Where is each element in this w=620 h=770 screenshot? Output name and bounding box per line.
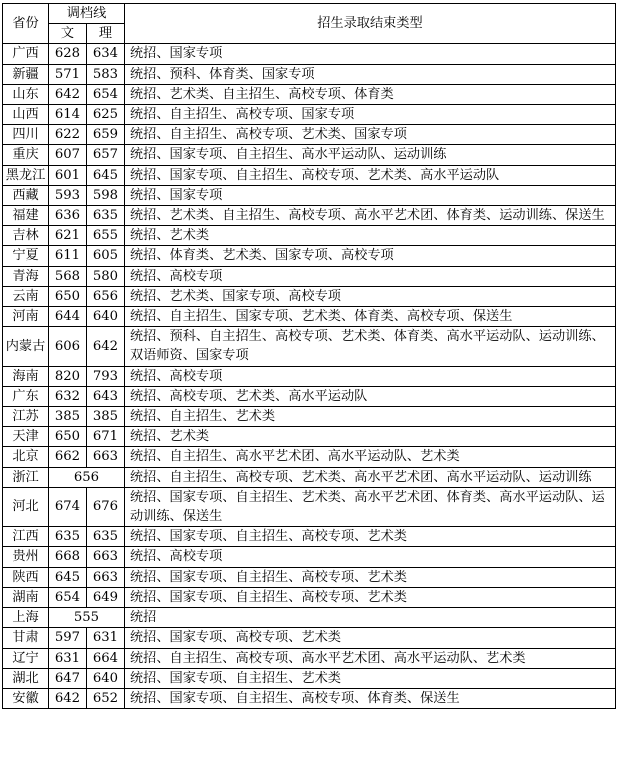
admission-types-cell: 统招、艺术类 — [125, 226, 616, 246]
li-cutoff-cell: 676 — [87, 487, 125, 526]
admission-types-cell: 统招、自主招生、国家专项、艺术类、体育类、高校专项、保送生 — [125, 307, 616, 327]
table-row — [3, 185, 616, 205]
li-cutoff-cell: 652 — [87, 688, 125, 708]
admission-types-cell: 统招、国家专项、自主招生、艺术类 — [125, 668, 616, 688]
province-cell: 天津 — [3, 427, 49, 447]
li-cutoff-cell: 649 — [87, 587, 125, 607]
province-cell: 海南 — [3, 366, 49, 386]
province-cell: 西藏 — [3, 185, 49, 205]
header-li: 理 — [87, 24, 125, 44]
province-cell: 云南 — [3, 286, 49, 306]
table-row — [3, 206, 616, 226]
wen-cutoff-cell: 631 — [49, 648, 87, 668]
admission-table — [2, 3, 616, 709]
admission-types-cell: 统招、预科、自主招生、高校专项、艺术类、体育类、高水平运动队、运动训练、双语师资、国家专项 — [125, 327, 616, 366]
li-cutoff-cell: 605 — [87, 246, 125, 266]
table-row — [3, 246, 616, 266]
wen-cutoff-cell: 645 — [49, 567, 87, 587]
table-row — [3, 366, 616, 386]
li-cutoff-cell: 659 — [87, 125, 125, 145]
li-cutoff-cell: 793 — [87, 366, 125, 386]
wen-cutoff-cell: 593 — [49, 185, 87, 205]
table-row — [3, 407, 616, 427]
table-row — [3, 165, 616, 185]
province-cell: 新疆 — [3, 64, 49, 84]
table-body — [3, 44, 616, 709]
wen-cutoff-cell: 662 — [49, 447, 87, 467]
li-cutoff-cell: 643 — [87, 386, 125, 406]
wen-cutoff-cell: 650 — [49, 286, 87, 306]
table-row — [3, 487, 616, 526]
province-cell: 吉林 — [3, 226, 49, 246]
wen-cutoff-cell: 632 — [49, 386, 87, 406]
province-cell: 甘肃 — [3, 628, 49, 648]
admission-types-cell: 统招、自主招生、高校专项、国家专项 — [125, 105, 616, 125]
li-cutoff-cell: 663 — [87, 567, 125, 587]
province-cell: 陕西 — [3, 567, 49, 587]
province-cell: 四川 — [3, 125, 49, 145]
wen-cutoff-cell: 607 — [49, 145, 87, 165]
admission-types-cell: 统招、国家专项、自主招生、高校专项、艺术类 — [125, 567, 616, 587]
province-cell: 广东 — [3, 386, 49, 406]
wen-cutoff-cell: 606 — [49, 327, 87, 366]
table-row — [3, 668, 616, 688]
table-header — [3, 4, 616, 44]
admission-types-cell: 统招、高校专项、艺术类、高水平运动队 — [125, 386, 616, 406]
li-cutoff-cell: 663 — [87, 547, 125, 567]
li-cutoff-cell: 663 — [87, 447, 125, 467]
admission-types-cell: 统招、国家专项、自主招生、高水平运动队、运动训练 — [125, 145, 616, 165]
table-row — [3, 105, 616, 125]
admission-types-cell: 统招、艺术类、自主招生、高校专项、体育类 — [125, 84, 616, 104]
admission-types-cell: 统招、国家专项 — [125, 44, 616, 64]
table-row — [3, 608, 616, 628]
province-cell: 安徽 — [3, 688, 49, 708]
province-cell: 河北 — [3, 487, 49, 526]
province-cell: 广西 — [3, 44, 49, 64]
admission-types-cell: 统招、自主招生、高校专项、艺术类、国家专项 — [125, 125, 616, 145]
table-row — [3, 587, 616, 607]
admission-types-cell: 统招、自主招生、艺术类 — [125, 407, 616, 427]
admission-types-cell: 统招、艺术类、国家专项、高校专项 — [125, 286, 616, 306]
province-cell: 湖南 — [3, 587, 49, 607]
li-cutoff-cell: 634 — [87, 44, 125, 64]
table-row — [3, 567, 616, 587]
table-row — [3, 64, 616, 84]
admission-types-cell: 统招、预科、体育类、国家专项 — [125, 64, 616, 84]
table-row — [3, 327, 616, 366]
wen-cutoff-cell: 642 — [49, 84, 87, 104]
li-cutoff-cell: 654 — [87, 84, 125, 104]
admission-types-cell: 统招、国家专项、自主招生、高校专项、艺术类 — [125, 587, 616, 607]
wen-cutoff-cell: 635 — [49, 527, 87, 547]
wen-cutoff-cell: 601 — [49, 165, 87, 185]
admission-types-cell: 统招、国家专项、自主招生、高校专项、体育类、保送生 — [125, 688, 616, 708]
li-cutoff-cell: 583 — [87, 64, 125, 84]
table-row — [3, 226, 616, 246]
province-cell: 江西 — [3, 527, 49, 547]
wen-cutoff-cell: 647 — [49, 668, 87, 688]
admission-types-cell: 统招、体育类、艺术类、国家专项、高校专项 — [125, 246, 616, 266]
li-cutoff-cell: 640 — [87, 668, 125, 688]
header-types: 招生录取结束类型 — [125, 4, 616, 44]
wen-cutoff-cell: 650 — [49, 427, 87, 447]
merged-cutoff-cell: 555 — [49, 608, 125, 628]
wen-cutoff-cell: 820 — [49, 366, 87, 386]
li-cutoff-cell: 640 — [87, 307, 125, 327]
table-row — [3, 386, 616, 406]
province-cell: 青海 — [3, 266, 49, 286]
li-cutoff-cell: 635 — [87, 527, 125, 547]
li-cutoff-cell: 645 — [87, 165, 125, 185]
header-wen: 文 — [49, 24, 87, 44]
table-row — [3, 84, 616, 104]
wen-cutoff-cell: 628 — [49, 44, 87, 64]
province-cell: 河南 — [3, 307, 49, 327]
admission-types-cell: 统招、国家专项、自主招生、高校专项、艺术类 — [125, 527, 616, 547]
admission-types-cell: 统招 — [125, 608, 616, 628]
table-row — [3, 467, 616, 487]
li-cutoff-cell: 625 — [87, 105, 125, 125]
wen-cutoff-cell: 568 — [49, 266, 87, 286]
li-cutoff-cell: 580 — [87, 266, 125, 286]
province-cell: 内蒙古 — [3, 327, 49, 366]
admission-types-cell: 统招、国家专项 — [125, 185, 616, 205]
wen-cutoff-cell: 644 — [49, 307, 87, 327]
table-row — [3, 547, 616, 567]
wen-cutoff-cell: 611 — [49, 246, 87, 266]
province-cell: 福建 — [3, 206, 49, 226]
li-cutoff-cell: 656 — [87, 286, 125, 306]
province-cell: 山西 — [3, 105, 49, 125]
admission-types-cell: 统招、高校专项 — [125, 547, 616, 567]
li-cutoff-cell: 598 — [87, 185, 125, 205]
province-cell: 贵州 — [3, 547, 49, 567]
province-cell: 上海 — [3, 608, 49, 628]
table-row — [3, 307, 616, 327]
li-cutoff-cell: 655 — [87, 226, 125, 246]
admission-types-cell: 统招、艺术类、自主招生、高校专项、高水平艺术团、体育类、运动训练、保送生 — [125, 206, 616, 226]
admission-types-cell: 统招、自主招生、高校专项、高水平艺术团、高水平运动队、艺术类 — [125, 648, 616, 668]
province-cell: 黑龙江 — [3, 165, 49, 185]
wen-cutoff-cell: 654 — [49, 587, 87, 607]
admission-types-cell: 统招、国家专项、自主招生、高校专项、艺术类、高水平运动队 — [125, 165, 616, 185]
province-cell: 辽宁 — [3, 648, 49, 668]
header-province: 省份 — [3, 4, 49, 44]
table-row — [3, 628, 616, 648]
table-row — [3, 447, 616, 467]
admission-types-cell: 统招、国家专项、自主招生、艺术类、高水平艺术团、体育类、高水平运动队、运动训练、保送生 — [125, 487, 616, 526]
province-cell: 北京 — [3, 447, 49, 467]
admission-types-cell: 统招、国家专项、高校专项、艺术类 — [125, 628, 616, 648]
li-cutoff-cell: 657 — [87, 145, 125, 165]
province-cell: 宁夏 — [3, 246, 49, 266]
table-row — [3, 286, 616, 306]
table-row — [3, 125, 616, 145]
province-cell: 山东 — [3, 84, 49, 104]
table-row — [3, 145, 616, 165]
table-row — [3, 427, 616, 447]
wen-cutoff-cell: 668 — [49, 547, 87, 567]
admission-types-cell: 统招、高校专项 — [125, 266, 616, 286]
li-cutoff-cell: 385 — [87, 407, 125, 427]
header-cutoff-line: 调档线 — [49, 4, 125, 24]
wen-cutoff-cell: 621 — [49, 226, 87, 246]
li-cutoff-cell: 671 — [87, 427, 125, 447]
table-row — [3, 648, 616, 668]
province-cell: 浙江 — [3, 467, 49, 487]
table-row — [3, 527, 616, 547]
wen-cutoff-cell: 674 — [49, 487, 87, 526]
table-row — [3, 266, 616, 286]
province-cell: 湖北 — [3, 668, 49, 688]
admission-types-cell: 统招、自主招生、高校专项、艺术类、高水平艺术团、高水平运动队、运动训练 — [125, 467, 616, 487]
wen-cutoff-cell: 571 — [49, 64, 87, 84]
li-cutoff-cell: 642 — [87, 327, 125, 366]
li-cutoff-cell: 664 — [87, 648, 125, 668]
li-cutoff-cell: 631 — [87, 628, 125, 648]
table-row — [3, 688, 616, 708]
wen-cutoff-cell: 597 — [49, 628, 87, 648]
wen-cutoff-cell: 622 — [49, 125, 87, 145]
admission-types-cell: 统招、高校专项 — [125, 366, 616, 386]
wen-cutoff-cell: 614 — [49, 105, 87, 125]
wen-cutoff-cell: 636 — [49, 206, 87, 226]
li-cutoff-cell: 635 — [87, 206, 125, 226]
province-cell: 重庆 — [3, 145, 49, 165]
wen-cutoff-cell: 642 — [49, 688, 87, 708]
admission-types-cell: 统招、艺术类 — [125, 427, 616, 447]
wen-cutoff-cell: 385 — [49, 407, 87, 427]
admission-types-cell: 统招、自主招生、高水平艺术团、高水平运动队、艺术类 — [125, 447, 616, 467]
merged-cutoff-cell: 656 — [49, 467, 125, 487]
table-row — [3, 44, 616, 64]
province-cell: 江苏 — [3, 407, 49, 427]
